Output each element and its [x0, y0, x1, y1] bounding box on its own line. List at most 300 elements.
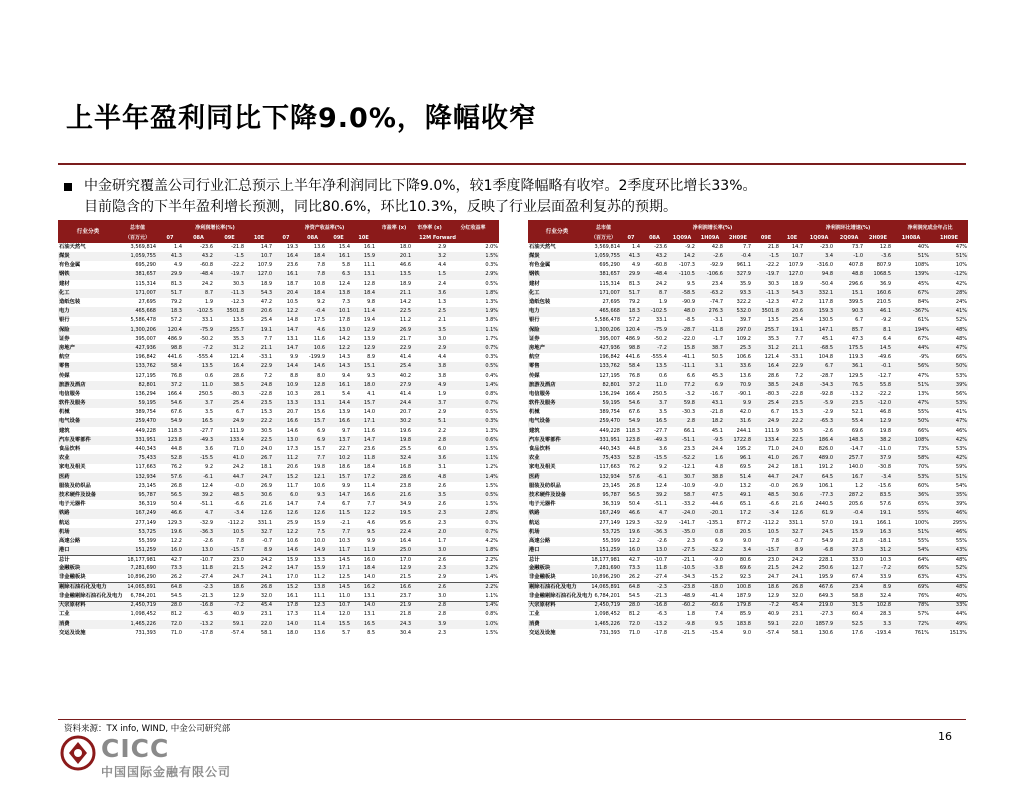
table-cell: 2.2: [438, 427, 447, 434]
table-cell: 11.7: [326, 546, 351, 555]
table-cell: 67%: [892, 289, 930, 298]
table-cell: 186.4: [804, 436, 834, 445]
table-cell: 17.5: [313, 317, 326, 324]
table-row: [528, 445, 968, 454]
row-label: 煤炭: [528, 252, 586, 261]
table-cell: 6.7: [342, 501, 351, 508]
row-label: 总计: [528, 555, 586, 564]
table-cell: 48.0: [668, 307, 696, 316]
table-cell: 46.1: [864, 307, 892, 316]
table-cell: -50.2: [654, 335, 667, 342]
table-cell: 2.0: [412, 528, 447, 537]
column-subheader: 2Q09A: [834, 235, 864, 243]
table-cell: 29.9: [621, 271, 641, 280]
header-row: [58, 220, 499, 235]
table-cell: 6.7: [804, 362, 834, 371]
table-cell: 50%: [930, 362, 968, 371]
table-cell: 30.3: [767, 280, 779, 287]
summary-line-2: 目前隐含的下半年盈利增长预测，同比80.6%，环比10.3%，反映了行业层面盈利复苏的预期。: [84, 199, 677, 215]
table-cell: 100%: [914, 519, 930, 526]
table-cell: -9.2: [881, 317, 892, 324]
table-cell: 76.2: [628, 464, 640, 471]
table-cell: 47%: [930, 344, 968, 353]
table-cell: 24.0: [260, 446, 273, 453]
table-cell: 52.5: [834, 620, 864, 629]
table-row: [528, 454, 968, 463]
table-cell: 9.3: [299, 491, 326, 500]
table-cell: 54.9: [157, 418, 183, 427]
table-cell: 25.5: [399, 446, 412, 453]
row-label: 零售: [58, 362, 118, 371]
table-cell: 53,725: [118, 528, 157, 537]
column-header: 市净率 (x): [412, 220, 447, 235]
table-cell: -15.7: [752, 546, 780, 555]
table-cell: 66%: [892, 565, 930, 574]
table-cell: 83.5: [864, 491, 892, 500]
header-row: [528, 220, 968, 235]
table-cell: 179.8: [724, 601, 752, 610]
table-cell: 331.1: [257, 519, 273, 526]
table-cell: 23.5: [780, 399, 804, 408]
table-cell: 13.1: [351, 271, 376, 280]
table-cell: -17.8: [200, 629, 213, 636]
table-cell: 12.6: [245, 509, 273, 518]
row-label: 机械: [529, 409, 540, 416]
table-row: [58, 583, 499, 592]
table-cell: 15.8: [668, 344, 696, 353]
table-cell: 13.5: [376, 271, 412, 280]
table-row: [58, 546, 499, 555]
table-row: [58, 454, 499, 463]
table-cell: 695,290: [599, 262, 620, 269]
row-label: 建筑: [529, 427, 540, 434]
table-cell: 30.4: [399, 629, 412, 636]
table-cell: 13.3: [299, 555, 326, 564]
table-cell: 3.5: [205, 409, 213, 416]
table-cell: 1.9%: [447, 307, 499, 316]
table-cell: -30.3: [682, 409, 695, 416]
table-cell: 28.0: [157, 601, 183, 610]
table-cell: 4.6: [299, 326, 326, 335]
table-cell: 22.9: [245, 362, 273, 371]
row-label: 电子元器件: [59, 501, 86, 508]
table-cell: 1.1%: [447, 326, 499, 335]
table-cell: 18.3: [621, 307, 641, 316]
table-cell: 23.1: [260, 611, 273, 618]
header-row: [528, 235, 968, 243]
table-cell: 24.2: [201, 280, 213, 287]
table-cell: 11.4: [313, 611, 326, 618]
table-cell: 151,259: [586, 546, 621, 555]
table-cell: 2.8: [412, 601, 447, 610]
table-cell: 63%: [917, 574, 930, 581]
row-label: 港口: [528, 546, 586, 555]
table-cell: 32.0: [791, 592, 804, 599]
table-cell: 18.4: [299, 252, 326, 261]
table-cell: 53%: [930, 399, 968, 408]
table-cell: 84%: [917, 299, 930, 306]
table-cell: 36,319: [138, 501, 156, 508]
table-cell: 37.2: [621, 381, 641, 390]
table-cell: 6.6: [687, 372, 695, 379]
table-cell: -2.6: [696, 252, 724, 261]
table-cell: 228.1: [804, 555, 834, 564]
row-label: 技术硬件及设备: [58, 491, 118, 500]
table-cell: 427,936: [118, 344, 157, 353]
row-label: 交运及设施: [59, 629, 86, 636]
table-cell: -28.7: [668, 326, 696, 335]
table-cell: 961.1: [736, 262, 751, 269]
table-cell: 10,896,290: [127, 574, 156, 581]
table-cell: 25.3: [724, 344, 752, 353]
row-label: 电信服务: [529, 390, 551, 397]
table-cell: 0.8: [696, 528, 724, 537]
table-cell: 22.2: [245, 418, 273, 427]
table-cell: 52.8: [621, 454, 641, 463]
table-cell: 12.5: [338, 574, 351, 581]
table-row: [528, 381, 968, 390]
table-cell: 133.4: [214, 436, 245, 445]
table-cell: -63.2: [696, 289, 724, 298]
table-cell: 33%: [930, 601, 968, 610]
table-cell: 57.6: [879, 501, 892, 508]
table-cell: 807.9: [876, 262, 892, 269]
table-cell: 18.9: [399, 280, 412, 287]
table-cell: 31.5: [834, 601, 864, 610]
table-cell: 13.7: [326, 436, 351, 445]
table-row: [528, 436, 968, 445]
table-cell: 54.9: [621, 418, 641, 427]
table-cell: 53,725: [586, 528, 621, 537]
table-cell: 16.2: [351, 583, 376, 592]
table-row: [58, 317, 499, 326]
column-subheader: 07: [273, 235, 299, 243]
table-cell: 277,149: [135, 519, 156, 526]
table-cell: 10.5: [752, 528, 780, 537]
table-row: [58, 326, 499, 335]
table-cell: 36.1: [834, 362, 864, 371]
table-cell: 17.3: [286, 611, 299, 618]
logo-company-name: 中国国际金融有限公司: [101, 765, 232, 779]
row-label: 建材: [59, 280, 70, 287]
table-cell: 82,801: [586, 381, 621, 390]
table-cell: 19.6: [157, 528, 183, 537]
table-cell: 3.0: [438, 592, 447, 599]
column-subheader: 09E: [214, 235, 245, 243]
table-cell: 2.3: [438, 519, 447, 526]
table-cell: 16.3: [864, 528, 892, 537]
table-cell: 48%: [930, 555, 968, 564]
table-cell: 59.1: [752, 620, 780, 629]
table-cell: 8.8: [290, 372, 299, 379]
row-label: 证券: [529, 335, 540, 342]
table-cell: 7.2: [264, 372, 273, 379]
table-cell: 12.8: [879, 243, 892, 250]
table-cell: 51%: [930, 473, 968, 482]
table-cell: 25.4: [752, 399, 780, 408]
table-cell: 12.8: [299, 381, 326, 390]
table-cell: 7.7: [299, 454, 326, 463]
row-label: 服装及纺织品: [59, 482, 91, 489]
table-row: [528, 601, 968, 610]
table-cell: 1,098,452: [594, 611, 620, 618]
table-cell: -10.5: [668, 565, 696, 574]
table-cell: -1.7: [713, 335, 723, 342]
table-cell: 1722.8: [724, 436, 752, 445]
table-row: [58, 629, 499, 638]
table-cell: 20.6: [286, 464, 299, 471]
table-cell: 23.0: [752, 555, 780, 564]
table-cell: 17.1: [351, 418, 376, 427]
table-cell: -90.9: [682, 299, 695, 306]
table-cell: 28.3: [879, 611, 892, 618]
table-cell: 3.2: [412, 252, 447, 261]
table-cell: 6.7: [855, 317, 864, 324]
table-cell: -33.1: [790, 354, 804, 361]
table-cell: 25.4: [260, 317, 273, 324]
table-cell: 43.2: [641, 252, 668, 261]
row-label: 工业: [59, 611, 70, 618]
table-cell: -22.2: [878, 390, 892, 397]
table-cell: 13.2: [739, 482, 751, 489]
table-row: [528, 427, 968, 436]
table-cell: -19.7: [752, 271, 780, 280]
table-cell: -7.2: [641, 344, 668, 353]
table-cell: 81.2: [628, 611, 640, 618]
table-cell: 441.6: [625, 354, 640, 361]
table-cell: 23.8: [399, 482, 412, 489]
table-cell: 24.7: [245, 473, 273, 482]
table-cell: -51.1: [654, 501, 667, 508]
table-cell: 15.7: [326, 473, 351, 482]
table-row: [528, 519, 968, 528]
table-cell: -10.9: [682, 482, 695, 489]
table-cell: 16.4: [214, 362, 245, 371]
table-cell: 13.0: [641, 546, 668, 555]
table-row: [58, 601, 499, 610]
table-cell: 58.8: [851, 592, 864, 599]
table-cell: 50%: [892, 418, 930, 427]
table-cell: 120.4: [621, 326, 641, 335]
table-cell: 95.6: [399, 519, 412, 526]
table-cell: 9.4: [342, 372, 351, 379]
table-cell: 11.1: [313, 592, 326, 599]
table-cell: 19.1: [780, 326, 804, 335]
table-cell: 47%: [892, 399, 930, 408]
row-label: 电气设备: [58, 418, 118, 427]
table-cell: 16.1: [273, 271, 299, 280]
table-cell: 26.9: [376, 326, 412, 335]
row-label: 电力: [58, 307, 118, 316]
table-cell: -0.4: [834, 509, 864, 518]
table-cell: 55%: [917, 537, 930, 544]
table-cell: 2.3: [412, 509, 447, 518]
table-cell: 54.5: [170, 592, 182, 599]
table-cell: 14,065,891: [118, 583, 157, 592]
table-cell: 12.0: [338, 611, 351, 618]
table-row: [58, 399, 499, 408]
table-cell: 71.0: [170, 629, 182, 636]
table-cell: 59%: [955, 464, 968, 471]
table-cell: 219.0: [804, 601, 834, 610]
table-cell: 2.8%: [447, 509, 499, 518]
table-cell: 649.3: [818, 592, 834, 599]
table-cell: 2.9%: [447, 271, 499, 280]
table-cell: 14.4: [273, 362, 299, 371]
table-cell: 2.3: [438, 629, 447, 636]
table-cell: 4.4: [438, 354, 447, 361]
table-cell: -33.2: [682, 501, 695, 508]
table-cell: 55.8: [864, 381, 892, 390]
table-cell: 76.8: [170, 372, 182, 379]
table-cell: 0.7%: [447, 399, 499, 408]
table-cell: 14.2: [668, 252, 696, 261]
table-cell: 3.8: [412, 362, 447, 371]
table-cell: 24.0: [791, 446, 804, 453]
table-cell: 2.1: [438, 317, 447, 324]
table-cell: 24.2: [655, 280, 667, 287]
table-cell: -48.9: [682, 592, 695, 599]
table-cell: 35%: [930, 491, 968, 500]
table-cell: 48.5: [214, 491, 245, 500]
table-cell: -3.6: [864, 252, 892, 261]
table-cell: 3.6: [412, 454, 447, 463]
row-label: 工业: [529, 611, 540, 618]
table-cell: 55.4: [834, 418, 864, 427]
table-cell: 85.9: [739, 611, 751, 618]
table-cell: 65%: [917, 501, 930, 508]
table-cell: 196,842: [599, 354, 620, 361]
table-cell: 20.4: [273, 289, 299, 298]
table-cell: 18.9: [260, 280, 273, 287]
table-cell: 13.0: [326, 326, 351, 335]
table-cell: 6.3: [326, 271, 351, 280]
logo-wordmark: CICC: [101, 734, 170, 763]
table-cell: -2.9: [823, 409, 834, 416]
table-cell: 43%: [930, 546, 968, 555]
table-cell: 129.3: [167, 519, 182, 526]
table-cell: 3.7: [412, 399, 447, 408]
table-cell: 9.7: [342, 427, 351, 434]
table-cell: 22.5: [245, 436, 273, 445]
table-cell: 4.8: [715, 464, 723, 471]
table-row: [58, 381, 499, 390]
table-cell: 11.9: [351, 546, 376, 555]
table-cell: 21.5: [752, 565, 780, 574]
table-cell: 13.6: [313, 243, 326, 250]
table-row: [528, 583, 968, 592]
table-cell: 35.3: [232, 335, 244, 342]
row-label: 银行: [59, 317, 70, 324]
table-cell: -11.3: [214, 289, 245, 298]
table-cell: -12.0: [864, 399, 892, 408]
table-cell: 18.1: [791, 464, 804, 471]
table-cell: 13%: [917, 390, 930, 397]
row-label: 电气设备: [528, 418, 586, 427]
table-cell: 15.9: [273, 555, 299, 564]
table-cell: 7.8: [299, 271, 326, 280]
table-cell: -9.2: [685, 243, 695, 250]
column-subheader: 1H08A: [892, 235, 930, 243]
table-row: [528, 528, 968, 537]
table-cell: 13.9: [338, 409, 351, 416]
row-label: 有色金属: [529, 262, 551, 269]
table-cell: 38.2: [864, 436, 892, 445]
table-cell: -2.6: [657, 537, 667, 544]
table-cell: 106.1: [818, 482, 834, 489]
table-cell: 12.1: [299, 473, 326, 482]
table-cell: 23.0: [214, 555, 245, 564]
table-cell: -80.3: [231, 390, 244, 397]
table-cell: 486.9: [625, 335, 640, 342]
row-label: 传媒: [59, 372, 70, 379]
table-cell: 4.7: [641, 509, 668, 518]
table-cell: -50.4: [820, 280, 834, 287]
table-cell: 395,007: [135, 335, 156, 342]
table-cell: 15.2: [273, 583, 299, 592]
table-cell: 2.9: [438, 409, 447, 416]
table-cell: -0.4: [724, 252, 752, 261]
table-cell: 16.5: [183, 418, 214, 427]
table-cell: 0.5%: [447, 362, 499, 371]
table-cell: 73.3: [157, 565, 183, 574]
table-cell: 120.4: [157, 326, 183, 335]
table-cell: 15.9: [351, 252, 376, 261]
column-subheader: 1H09E: [930, 235, 968, 243]
table-cell: 0.3%: [485, 262, 499, 269]
table-cell: 187.9: [736, 592, 751, 599]
table-cell: 79.2: [628, 299, 640, 306]
table-cell: 6.7: [771, 409, 779, 416]
table-cell: 18.0: [351, 381, 376, 390]
table-cell: 22.2: [780, 418, 804, 427]
table-cell: -35.0: [668, 528, 696, 537]
row-label: 非金融板块: [529, 574, 556, 581]
table-cell: -51.1: [200, 501, 213, 508]
row-label: 航空: [529, 354, 540, 361]
table-cell: 41.0: [214, 454, 245, 463]
table-cell: 9.5: [351, 528, 376, 537]
table-cell: 1.3: [438, 299, 447, 306]
table-cell: -367%: [892, 307, 930, 316]
table-cell: 1.5%: [485, 482, 499, 489]
table-cell: 80.6: [724, 555, 752, 564]
row-label: 造纸包装: [59, 299, 81, 306]
column-header: 市盈率 (x): [376, 220, 412, 235]
table-row: [528, 629, 968, 638]
table-cell: 1.1%: [447, 454, 499, 463]
table-cell: 1.8: [687, 611, 695, 618]
table-cell: 66%: [955, 354, 968, 361]
table-cell: 30.5: [791, 427, 804, 434]
table-cell: 12.2: [273, 528, 299, 537]
table-cell: 3.0: [438, 335, 447, 342]
table-cell: 31.2: [864, 546, 892, 555]
table-cell: 38.5: [752, 381, 780, 390]
table-cell: 194%: [892, 326, 930, 335]
table-cell: -11.8: [696, 326, 724, 335]
column-header: 行业分类: [58, 220, 118, 243]
table-cell: 52.1: [851, 409, 864, 416]
row-label: 食品饮料: [529, 446, 551, 453]
table-cell: 2.3: [412, 565, 447, 574]
row-label: 软件及服务: [528, 399, 586, 408]
table-cell: 121.4: [229, 354, 244, 361]
table-cell: 23.6: [286, 262, 299, 269]
table-cell: 13.1: [363, 611, 376, 618]
table-cell: 0.3%: [485, 354, 499, 361]
title-divider: [58, 163, 966, 165]
